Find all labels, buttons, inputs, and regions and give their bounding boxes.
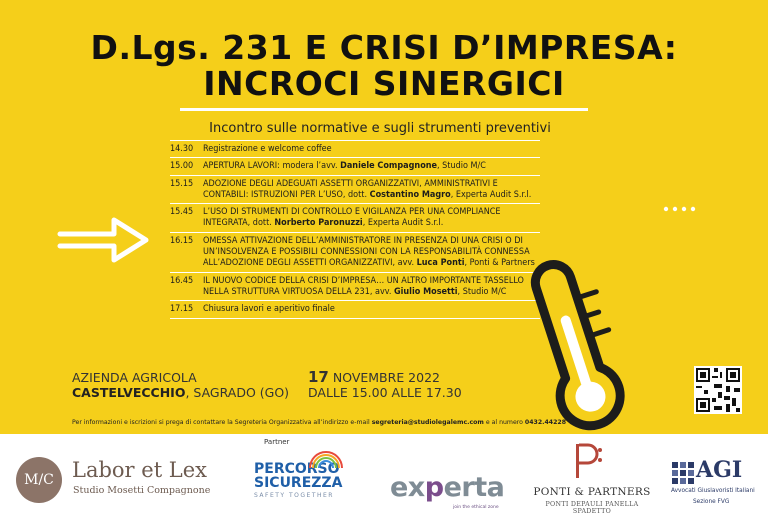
agenda-row <box>170 273 540 302</box>
info-email[interactable]: segreteria@studiolegalemc.com <box>371 419 484 426</box>
event-month-year: NOVEMBRE 2022 <box>328 370 440 385</box>
agenda-text: IL NUOVO CODICE DELLA CRISI D’IMPRESA… UN ALTRO IMPORTANTE TASSELLO NELLA STRUTTURA VIRTUOSA DELLA 231, avv. Giulio Mosetti, Studio M/C <box>203 275 524 297</box>
arrow-right-icon <box>54 212 154 268</box>
ellipsis-icon <box>662 204 696 214</box>
agenda-speaker: Norberto Paronuzzi <box>274 218 363 229</box>
labor-et-lex-sub: Studio Mosetti Compagnone <box>73 485 211 496</box>
agenda-text: L’USO DI STRUMENTI DI CONTROLLO E VIGILANZA PER UNA COMPLIANCE INTEGRATA, dott. Norberto Paronuzzi, Experta Audit S.r.l. <box>203 207 501 229</box>
ponti-partners-name: PONTI & PARTNERS <box>533 486 651 498</box>
percorso-sicurezza-logo <box>254 462 342 499</box>
agenda-row <box>170 140 540 158</box>
event-time: DALLE 15.00 ALLE 17.30 <box>308 385 462 400</box>
agi-name: AGI <box>696 457 743 483</box>
agenda-speaker: Daniele Compagnone <box>340 161 438 172</box>
agi-mark <box>672 462 694 484</box>
info-phone: 0432.44228 <box>524 419 567 426</box>
agenda <box>170 140 540 319</box>
agenda-text: Registrazione e welcome coffee <box>203 144 332 154</box>
partner-label: Partner <box>264 438 290 446</box>
agenda-text: ADOZIONE DEGLI ADEGUATI ASSETTI ORGANIZZATIVI, AMMINISTRATIVI E CONTABILI: ISTRUZIONI PER L’USO, dott. Costantino Magro, Experta Audit S.r.l. <box>203 178 532 200</box>
title-line-1: D.Lgs. 231 E CRISI D’IMPRESA: <box>90 28 678 67</box>
agenda-time: 16.15 <box>170 235 194 246</box>
agenda-text: APERTURA LAVORI: modera l’avv. Daniele Compagnone, Studio M/C <box>203 161 486 172</box>
venue-city: , SAGRADO (GO) <box>185 385 290 400</box>
venue-name: CASTELVECCHIO <box>72 385 186 400</box>
agi-sub: Avvocati Giuslavoristi Italiani <box>671 488 755 494</box>
agenda-time: 15.45 <box>170 207 194 218</box>
agenda-row <box>170 204 540 233</box>
event-day: 17 <box>308 368 329 386</box>
venue <box>72 370 289 400</box>
agenda-row <box>170 233 540 273</box>
agenda-text: OMESSA ATTIVAZIONE DELL’AMMINISTRATORE IN PRESENZA DI UNA CRISI O DI UN’INSOLVENZA E POSSIBILI CONNESSIONI CON LA RESPONSABILITÀ CONNESSA ALL’ADOZIONE DEGLI ASSETTI ORGANIZZATIVI, avv. Luca Ponti, Ponti & Partners <box>203 235 535 269</box>
agi-section: Sezione FVG <box>693 499 730 505</box>
agenda-row <box>170 301 540 318</box>
sicurezza-text: SICUREZZA <box>254 475 343 491</box>
agenda-speaker: Giulio Mosetti <box>393 286 458 297</box>
agenda-time: 17.15 <box>170 304 194 315</box>
title-line-2: INCROCI SINERGICI <box>203 64 565 103</box>
agenda-row <box>170 158 540 175</box>
title-underline <box>180 108 588 111</box>
qr-code-icon[interactable] <box>694 366 742 414</box>
agenda-time: 15.00 <box>170 161 194 172</box>
info-mid: e al numero <box>483 419 525 426</box>
event-date <box>308 370 462 400</box>
experta-tagline: join the ethical zone <box>453 505 499 510</box>
venue-line-1: AZIENDA AGRICOLA <box>72 370 197 385</box>
thermometer-icon <box>520 258 640 438</box>
ponti-partners-mark <box>572 442 606 482</box>
ponti-partners-sub: PONTI DEPAULI PANELLA SPADETTO <box>545 501 639 515</box>
agenda-row <box>170 176 540 205</box>
safety-together-text: SAFETY TOGETHER <box>254 492 334 499</box>
contact-info <box>72 419 566 426</box>
agenda-time: 14.30 <box>170 144 194 154</box>
labor-et-lex-name: Labor et Lex <box>72 458 208 482</box>
rainbow-icon <box>306 450 346 468</box>
agenda-time: 15.15 <box>170 178 194 189</box>
labor-et-lex-logo: M/C <box>16 457 62 503</box>
subtitle: Incontro sulle normative e sugli strumenti preventivi <box>209 121 551 136</box>
experta-logo: experta <box>390 472 505 503</box>
partners-footer <box>0 434 768 525</box>
agenda-speaker: Costantino Magro <box>369 189 451 200</box>
agenda-time: 16.45 <box>170 275 194 286</box>
agenda-text: Chiusura lavori e aperitivo finale <box>203 304 335 315</box>
percorso-text: PERCORSO <box>254 461 340 477</box>
info-text: Per informazioni e iscrizioni si prega di contattare la Segreteria Organizzativa all’indirizzo e-mail <box>72 419 372 426</box>
agenda-speaker: Luca Ponti <box>416 258 465 269</box>
